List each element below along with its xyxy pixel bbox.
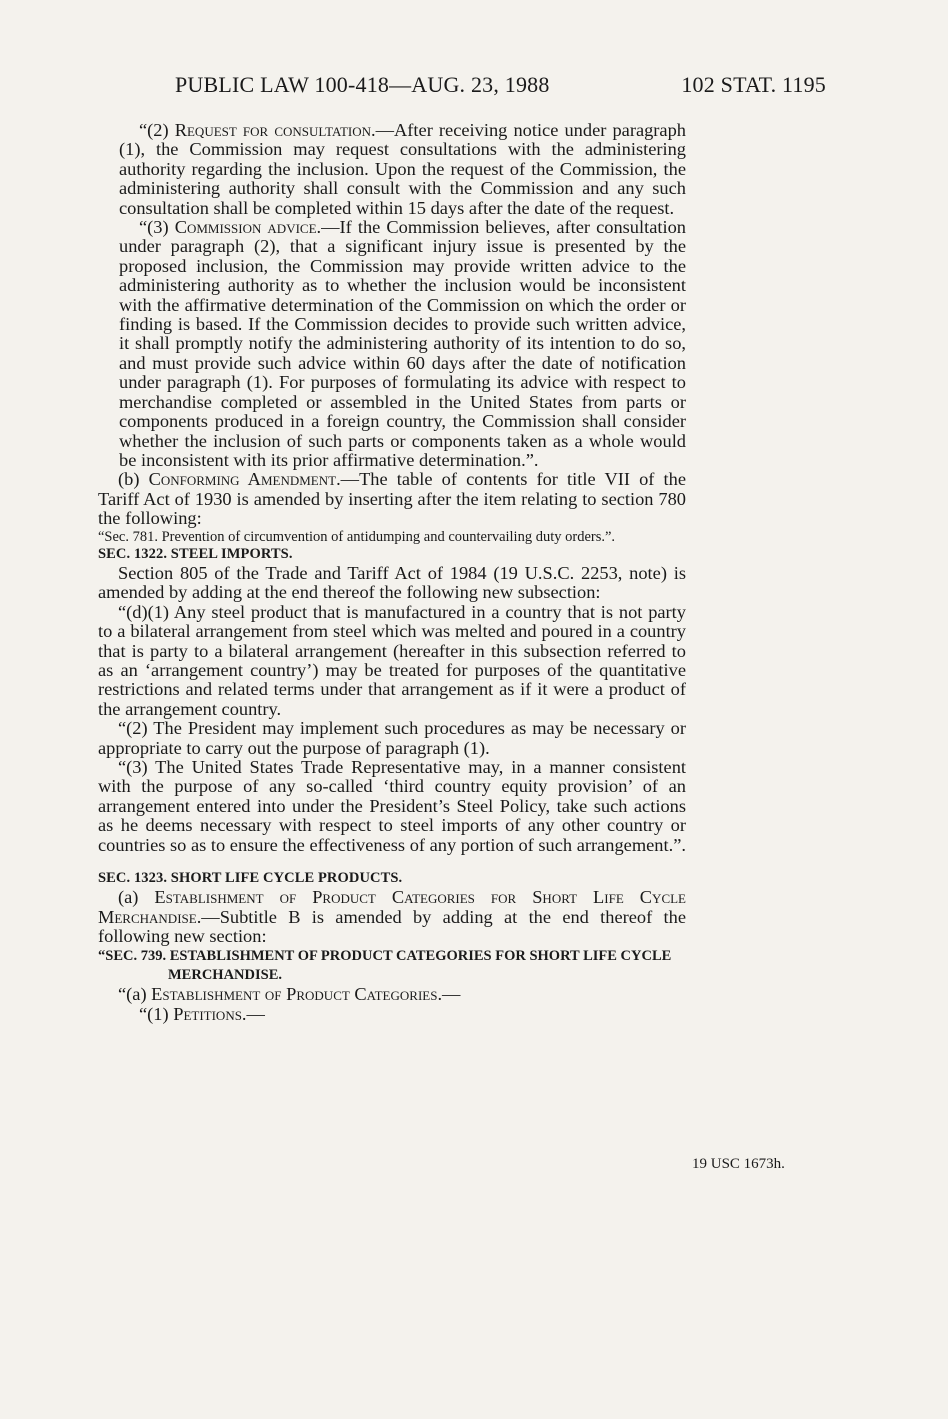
document-body: [98, 121, 686, 1024]
heading-request-for-consultation: Request for consultation.: [174, 120, 376, 140]
paragraph-sec-1323-a: (a) Establishment of Product Categories for Short Life Cycle Merchandise.—Subtitle B is amended by adding at the end thereof the following new section:: [98, 887, 686, 947]
heading-establishment-short-life: Establishment of Product Categories for Short Life Cycle Merchandise.: [98, 887, 686, 927]
section-title-739: [98, 947, 686, 986]
toc-entry-sec-781: “Sec. 781. Prevention of circumvention of antidumping and countervailing duty orders.”.: [98, 528, 616, 545]
paragraph-sec-1322-intro: Section 805 of the Trade and Tariff Act of 1984 (19 U.S.C. 2253, note) is amended by adding at the end thereof the following new subsection:: [98, 562, 686, 603]
heading-petitions: Petitions.: [173, 1003, 247, 1024]
paragraph-conforming-amendment: (b) Conforming Amendment.—The table of contents for title VII of the Tariff Act of 1930 is amended by inserting after the item relating to section 780 the following:: [98, 469, 686, 529]
paragraph-sec-1322-d1: “(d)(1) Any steel product that is manufactured in a country that is not party to a bilateral arrangement from steel which was melted and poured in a country that is party to a bilateral arrangement (hereafter in this subsection referred to as an ‘arrangement country’) may be treated for purposes of the quantitative restrictions and related terms under that arrangement as if it were a product of the arrangement country.: [98, 601, 686, 719]
section-heading-1323: SEC. 1323. SHORT LIFE CYCLE PRODUCTS.: [98, 870, 403, 887]
paragraph-1-petitions-heading: “(1) Petitions.—: [139, 1003, 265, 1024]
paragraph-sec-1322-2: “(2) The President may implement such procedures as may be necessary or appropriate to carry out the purpose of paragraph (1).: [98, 718, 686, 758]
header-stat-page: 102 STAT. 1195: [681, 72, 826, 97]
header-public-law: PUBLIC LAW 100-418—AUG. 23, 1988: [175, 72, 550, 97]
heading-establishment-product-categories: Establishment of Product Categories.: [151, 984, 443, 1005]
section-heading-1322: SEC. 1322. STEEL IMPORTS.: [98, 545, 293, 562]
paragraph-request-for-consultation: “(2) Request for consultation.—After receiving notice under paragraph (1), the Commission may request consultations with the administering authority regarding the inclusion. Upon the request of the Commission, the administering authority shall consult with the Commission and any such consultation shall be completed within 15 days after the date of the request.: [119, 120, 686, 218]
paragraph-sec-1322-3: “(3) The United States Trade Representative may, in a manner consistent with the purpose of any so-called ‘third country equity provision’ of an arrangement entered into under the President’s Steel Policy, take such actions as he deems necessary with respect to steel imports of any other country or countries so as to ensure the effectiveness of any portion of such arrangement.”.: [98, 757, 686, 855]
paragraph-commission-advice: “(3) Commission advice.—If the Commission believes, after consultation under paragraph (2), that a significant injury issue is presented by the proposed inclusion, the Commission may provide written advice to the administering authority as to whether the inclusion would be inconsistent with the affirmative determination of the Commission on which the order or finding is based. If the Commission decides to provide such written advice, it shall promptly notify the administering authority of its intention to do so, and must provide such advice within 60 days after the date of notification under paragraph (1). For purposes of formulating its advice with respect to merchandise completed or assembled in the United States from parts or components produced in a foreign country, the Commission shall consider whether the inclusion of such parts or components taken as a whole would be inconsistent with its prior affirmative determination.”.: [119, 217, 686, 470]
section-739-title-text: ESTABLISHMENT OF PRODUCT CATEGORIES FOR SHORT LIFE CYCLE MERCHANDISE.: [168, 947, 672, 984]
heading-conforming-amendment: Conforming Amendment.: [148, 469, 341, 490]
heading-commission-advice: Commission advice.: [174, 217, 322, 238]
subsection-a-heading: “(a) Establishment of Product Categories.—: [118, 984, 461, 1005]
section-number-739: “SEC. 739.: [98, 947, 167, 964]
margin-note-usc: 19 USC 1673h.: [692, 1156, 785, 1172]
